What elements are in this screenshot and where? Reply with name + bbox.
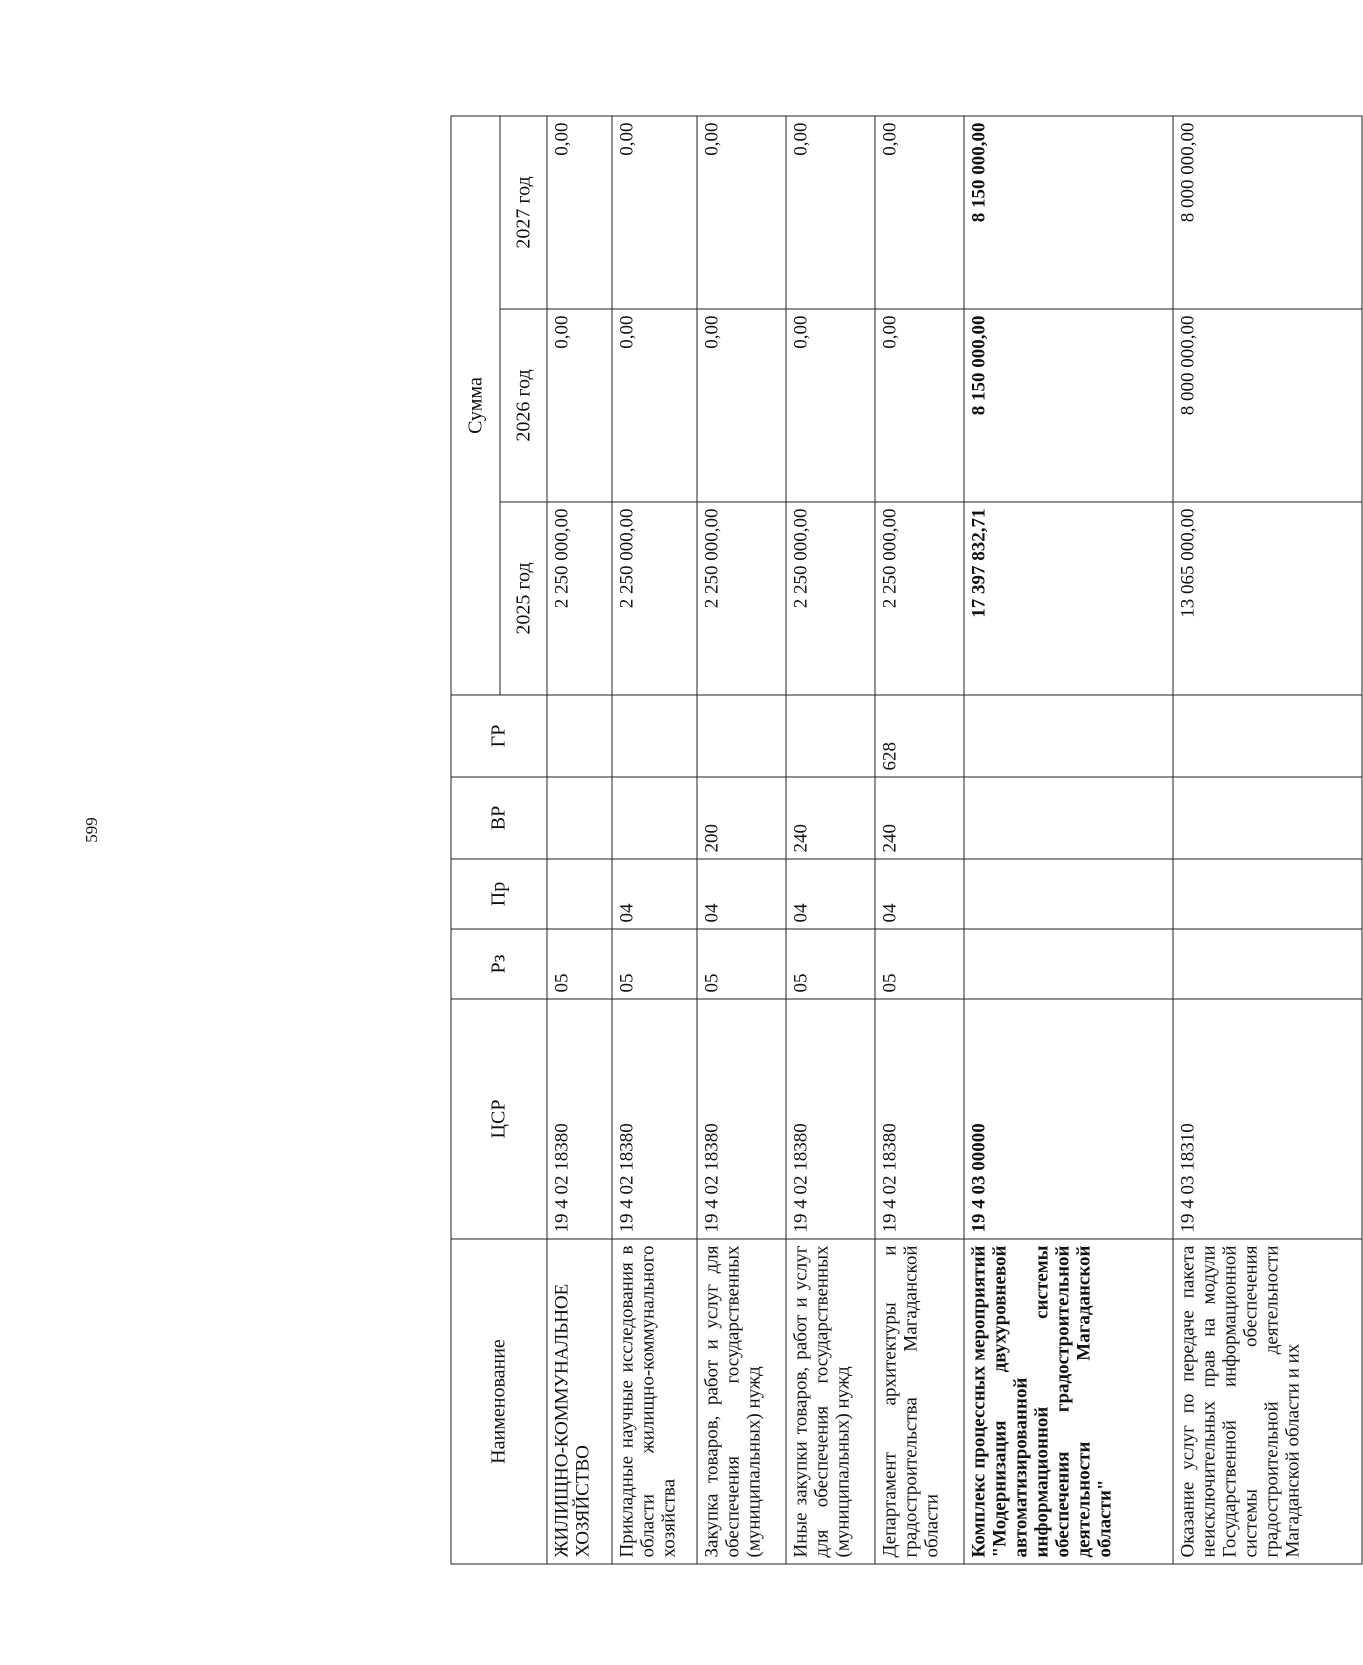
header-rz: Рз <box>451 929 547 999</box>
row-2026: 0,00 <box>697 309 786 502</box>
row-rz: 05 <box>786 929 875 999</box>
row-pr: 04 <box>612 859 697 929</box>
row-gr <box>964 695 1173 777</box>
row-2027: 8 000 000,00 <box>1173 116 1362 309</box>
row-2026: 8 000 000,00 <box>1173 309 1362 502</box>
row-2027: 0,00 <box>786 116 875 309</box>
row-csr: 19 4 03 00000 <box>964 999 1173 1239</box>
budget-table <box>451 115 1363 1564</box>
row-2027: 8 150 000,00 <box>964 116 1173 309</box>
header-2025: 2025 год <box>500 502 547 695</box>
header-pr: Пр <box>451 859 547 929</box>
row-2026: 0,00 <box>612 309 697 502</box>
row-csr: 19 4 02 18380 <box>875 999 964 1239</box>
header-csr: ЦСР <box>451 999 547 1239</box>
row-csr: 19 4 02 18380 <box>547 999 612 1239</box>
row-name: ЖИЛИЩНО-КОММУНАЛЬНОЕ ХОЗЯЙСТВО <box>547 1239 612 1564</box>
row-vr: 200 <box>697 777 786 859</box>
header-2027: 2027 год <box>500 116 547 309</box>
row-pr: 04 <box>875 859 964 929</box>
row-2026: 0,00 <box>875 309 964 502</box>
row-vr <box>1173 777 1362 859</box>
table-row <box>964 116 1173 1564</box>
row-csr: 19 4 02 18380 <box>612 999 697 1239</box>
row-rz: 05 <box>547 929 612 999</box>
row-rz <box>1173 929 1362 999</box>
row-2025: 13 065 000,00 <box>1173 502 1362 695</box>
row-2027: 0,00 <box>875 116 964 309</box>
header-name: Наименование <box>451 1239 547 1564</box>
row-gr <box>547 695 612 777</box>
row-pr <box>964 859 1173 929</box>
row-name: Комплекс процессных мероприятий "Модернизация двухуровневой автоматизированной информационной системы обеспечения градостроительной деятельности Магаданской области" <box>964 1239 1173 1564</box>
header-row <box>451 116 500 1564</box>
header-vr: ВР <box>451 777 547 859</box>
row-vr <box>612 777 697 859</box>
row-gr <box>1173 695 1362 777</box>
row-2025: 2 250 000,00 <box>786 502 875 695</box>
row-pr <box>1173 859 1362 929</box>
row-gr <box>786 695 875 777</box>
row-csr: 19 4 03 18310 <box>1173 999 1362 1239</box>
row-vr: 240 <box>786 777 875 859</box>
header-sum: Сумма <box>451 116 500 695</box>
row-2025: 2 250 000,00 <box>697 502 786 695</box>
row-2027: 0,00 <box>547 116 612 309</box>
row-gr <box>612 695 697 777</box>
row-2025: 17 397 832,71 <box>964 502 1173 695</box>
row-name: Департамент архитектуры и градостроительства Магаданской области <box>875 1239 964 1564</box>
row-rz: 05 <box>697 929 786 999</box>
row-name: Прикладные научные исследования в области жилищно-коммунального хозяйства <box>612 1239 697 1564</box>
budget-table-rotated <box>451 117 1360 1565</box>
row-vr: 240 <box>875 777 964 859</box>
row-2027: 0,00 <box>612 116 697 309</box>
row-rz: 05 <box>875 929 964 999</box>
row-2026: 0,00 <box>547 309 612 502</box>
table-row <box>786 116 875 1564</box>
row-gr <box>697 695 786 777</box>
row-csr: 19 4 02 18380 <box>697 999 786 1239</box>
table-row <box>1173 116 1362 1564</box>
row-2026: 0,00 <box>786 309 875 502</box>
row-vr <box>964 777 1173 859</box>
row-pr: 04 <box>786 859 875 929</box>
row-2025: 2 250 000,00 <box>612 502 697 695</box>
row-pr <box>547 859 612 929</box>
row-2025: 2 250 000,00 <box>875 502 964 695</box>
page-number: 599 <box>82 817 101 843</box>
row-vr <box>547 777 612 859</box>
table-row <box>875 116 964 1564</box>
row-name: Закупка товаров, работ и услуг для обеспечения государственных (муниципальных) нужд <box>697 1239 786 1564</box>
header-gr: ГР <box>451 695 547 777</box>
row-rz: 05 <box>612 929 697 999</box>
row-name: Иные закупки товаров, работ и услуг для обеспечения государственных (муниципальных) нужд <box>786 1239 875 1564</box>
table-row <box>612 116 697 1564</box>
row-gr: 628 <box>875 695 964 777</box>
row-rz <box>964 929 1173 999</box>
row-csr: 19 4 02 18380 <box>786 999 875 1239</box>
row-name: Оказание услуг по передаче пакета неисключительных прав на модули Государственной информационной системы обеспечения градостроительной деятельности Магаданской области и их <box>1173 1239 1362 1564</box>
row-2027: 0,00 <box>697 116 786 309</box>
row-2026: 8 150 000,00 <box>964 309 1173 502</box>
table-row <box>547 116 612 1564</box>
header-2026: 2026 год <box>500 309 547 502</box>
table-row <box>697 116 786 1564</box>
row-2025: 2 250 000,00 <box>547 502 612 695</box>
row-pr: 04 <box>697 859 786 929</box>
